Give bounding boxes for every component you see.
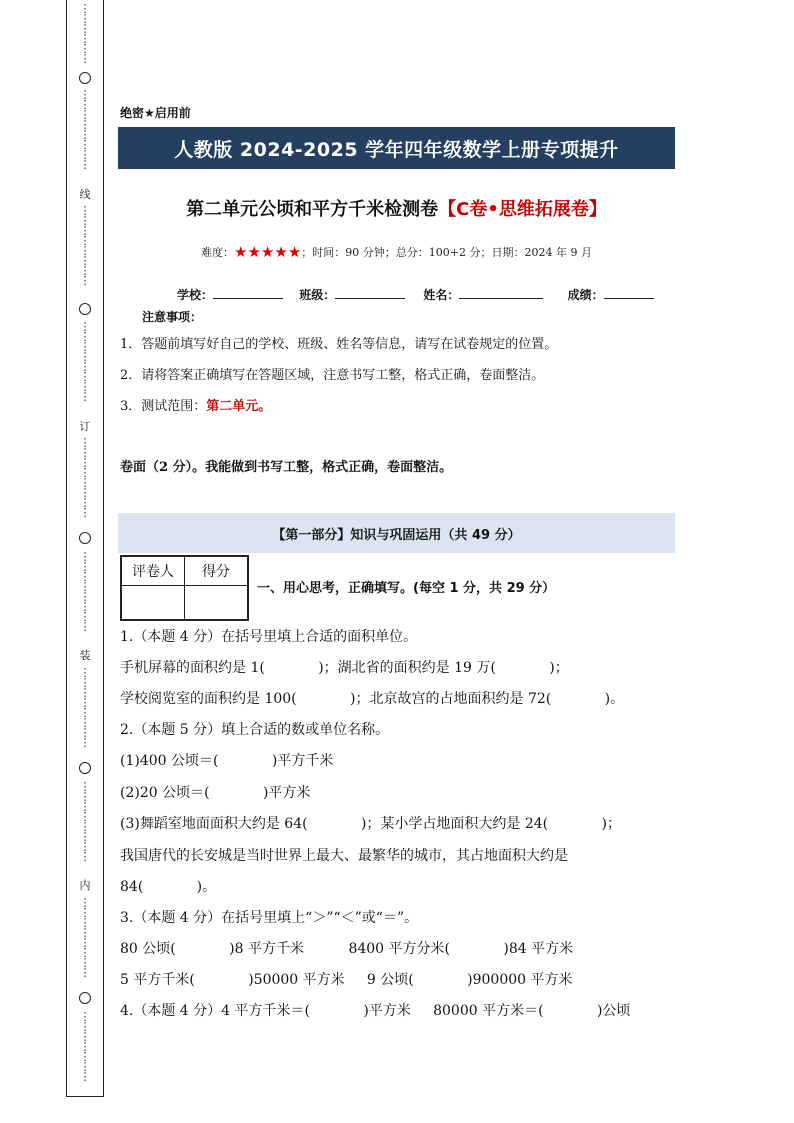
binding-char-ding: 订 (79, 420, 91, 433)
page-title: 人教版 2024-2025 学年四年级数学上册专项提升 (118, 127, 675, 169)
note-2: 2．请将答案正确填写在答题区域，注意书写工整，格式正确，卷面整洁。 (120, 368, 545, 383)
question-1-line-1: 手机屏幕的面积约是 1( )；湖北省的面积约是 19 万( )； (120, 660, 569, 676)
question-3-title: 3.（本题 4 分）在括号里填上“＞”“＜”或“＝”。 (120, 910, 419, 926)
dotted-line-segment: ⋮ ⋮ ⋮ ⋮ ⋮ ⋮ ⋮ ⋮ (79, 896, 91, 979)
note-3-prefix: 3．测试范围： (120, 399, 207, 414)
score-header: 得分 (185, 556, 249, 586)
question-2-title: 2.（本题 5 分）填上合适的数或单位名称。 (120, 722, 390, 738)
question-2-line-2: (2)20 公顷＝( )平方米 (120, 785, 311, 801)
question-3-line-1: 80 公顷( )8 平方千米 8400 平方分米( )84 平方米 (120, 941, 574, 957)
binding-hole-circle (79, 532, 91, 544)
school-field[interactable] (213, 286, 283, 299)
notes-title: 注意事项： (142, 310, 203, 324)
binding-char-zhuang: 装 (79, 649, 91, 662)
question-2-line-4: 我国唐代的长安城是当时世界上最大、最繁华的城市，其占地面积大约是 (120, 848, 568, 864)
score-field[interactable] (604, 286, 654, 299)
grader-header: 评卷人 (121, 556, 185, 586)
section-1-title: 一、用心思考，正确填写。(每空 1 分，共 29 分） (257, 581, 556, 596)
binding-char-xian: 线 (79, 188, 91, 201)
exam-subtitle (118, 195, 675, 221)
binding-hole-circle (79, 762, 91, 774)
dotted-line-segment: ⋮ ⋮ ⋮ ⋮ ⋮ ⋮ ⋮ ⋮ (79, 88, 91, 171)
name-field[interactable] (459, 286, 543, 299)
dotted-line-segment: ⋮ ⋮ ⋮ ⋮ ⋮ ⋮ ⋮ ⋮ (79, 666, 91, 749)
difficulty-label: 难度： (201, 246, 235, 259)
question-3-line-2: 5 平方千米( )50000 平方米 9 公顷( )900000 平方米 (120, 972, 573, 988)
question-2-line-3: (3)舞蹈室地面面积大约是 64( )；某小学占地面积大约是 24( )； (120, 816, 622, 832)
binding-margin (66, 0, 104, 1097)
question-2-line-5: 84( )。 (120, 879, 217, 895)
subtitle-tag: 【C卷•思维拓展卷】 (438, 199, 607, 220)
dotted-line-segment: ⋮ ⋮ ⋮ ⋮ ⋮ ⋮ ⋮ (79, 1010, 91, 1083)
note-3-scope: 第二单元。 (206, 399, 272, 414)
question-1-title: 1.（本题 4 分）在括号里填上合适的面积单位。 (120, 629, 418, 645)
question-4-line: 4.（本题 4 分）4 平方千米＝( )平方米 80000 平方米＝( )公顷 (120, 1003, 631, 1019)
binding-char-nei: 内 (79, 879, 91, 892)
dotted-line-segment: ⋮ ⋮ ⋮ ⋮ ⋮ ⋮ ⋮ ⋮ (79, 436, 91, 519)
question-1-line-2: 学校阅览室的面积约是 100( )；北京故宫的占地面积约是 72( )。 (120, 691, 625, 707)
binding-hole-circle (79, 72, 91, 84)
grader-cell[interactable] (121, 586, 185, 621)
score-label: 成绩： (567, 288, 604, 302)
part-1-header: 【第一部分】知识与巩固运用（共 49 分） (118, 513, 675, 553)
binding-hole-circle (79, 303, 91, 315)
dotted-line-segment: ⋮ ⋮ ⋮ ⋮ ⋮ ⋮ ⋮ ⋮ (79, 780, 91, 863)
name-label: 姓名： (423, 288, 460, 302)
note-1: 1．答题前填写好自己的学校、班级、姓名等信息，请写在试卷规定的位置。 (120, 337, 558, 352)
school-label: 学校： (177, 288, 214, 302)
grader-score-table (120, 555, 249, 621)
exam-meta (118, 243, 675, 261)
note-3 (120, 395, 271, 414)
difficulty-stars-icon: ★★★★★ (234, 243, 302, 261)
subtitle-main: 第二单元公顷和平方千米检测卷 (186, 199, 439, 220)
secret-label: 绝密★启用前 (120, 106, 191, 120)
dotted-line-segment: ⋮ ⋮ ⋮ ⋮ ⋮ ⋮ (79, 2, 91, 65)
dotted-line-segment: ⋮ ⋮ ⋮ ⋮ ⋮ ⋮ ⋮ ⋮ (79, 204, 91, 287)
binding-hole-circle (79, 992, 91, 1004)
class-field[interactable] (335, 286, 405, 299)
dotted-line-segment: ⋮ ⋮ ⋮ ⋮ ⋮ ⋮ ⋮ ⋮ (79, 550, 91, 633)
neatness-statement: 卷面（2 分）。我能做到书写工整，格式正确，卷面整洁。 (120, 460, 453, 475)
class-label: 班级： (299, 288, 336, 302)
dotted-line-segment: ⋮ ⋮ ⋮ ⋮ ⋮ ⋮ ⋮ ⋮ (79, 320, 91, 403)
student-info-row (177, 286, 654, 303)
score-cell[interactable] (185, 586, 249, 621)
question-2-line-1: (1)400 公顷＝( )平方千米 (120, 753, 334, 769)
exam-meta-details: ；时间：90 分钟；总分：100+2 分；日期：2024 年 9 月 (301, 246, 592, 259)
